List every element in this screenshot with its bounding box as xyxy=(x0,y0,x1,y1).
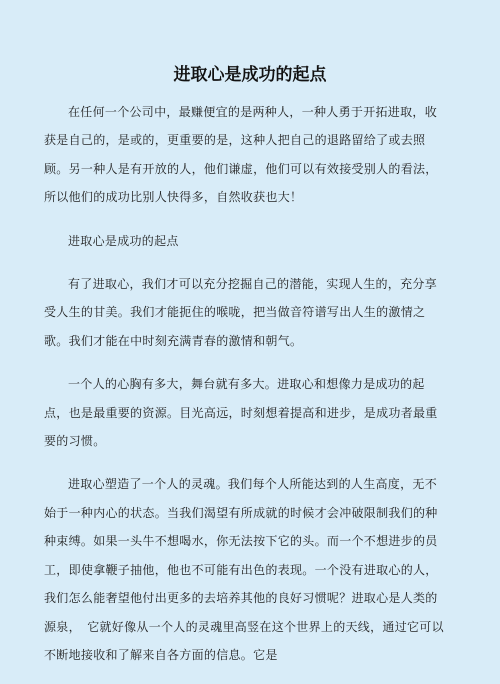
article-body xyxy=(44,98,444,684)
paragraph-3: 一个人的心胸有多大，舞台就有多大。进取心和想像力是成功的起点，也是最重要的资源。目光高远，时刻想着提高和进步，是成功者最重要的习惯。 xyxy=(44,377,438,449)
article-title: 进取心是成功的起点 xyxy=(173,65,327,85)
paragraph-2: 有了进取心，我们才可以充分挖掘自己的潜能，实现人生的，充分享受人生的甘美。我们才能扼住的喉咙，把当做音符谱写出人生的激情之歌。我们才能在中时刻充满青春的激情和朝气。 xyxy=(44,277,438,348)
paragraph-4: 进取心塑造了一个人的灵魂。我们每个人所能达到的人生高度，无不始于一种内心的状态。当我们渴望有所成就的时候才会冲破限制我们的种种束缚。如果一头牛不想喝水，你无法按下它的头。而一个不想进步的员工，即使拿鞭子抽他，他也不可能有出色的表现。一个没有进取心的人，我们怎么能奢望他付出更多的去培养其他的良好习惯呢？进取心是人类的源泉， 它就好像从一个人的灵魂里高竖在这个世界上的天线，通过它可以不断地接收和了解来自各方面的信息。它是 xyxy=(44,477,444,662)
section-subheading: 进取心是成功的起点 xyxy=(68,233,179,248)
paragraph-1: 在任何一个公司中，最赚便宜的是两种人，一种人勇于开拓进取，收获是自己的，是或的，更重要的是，这种人把自己的退路留给了或去照顾。另一种人是有开放的人，他们谦虚，他们可以有效接受别人的看法，所以他们的成功比别人快得多，自然收获也大！ xyxy=(44,105,438,205)
